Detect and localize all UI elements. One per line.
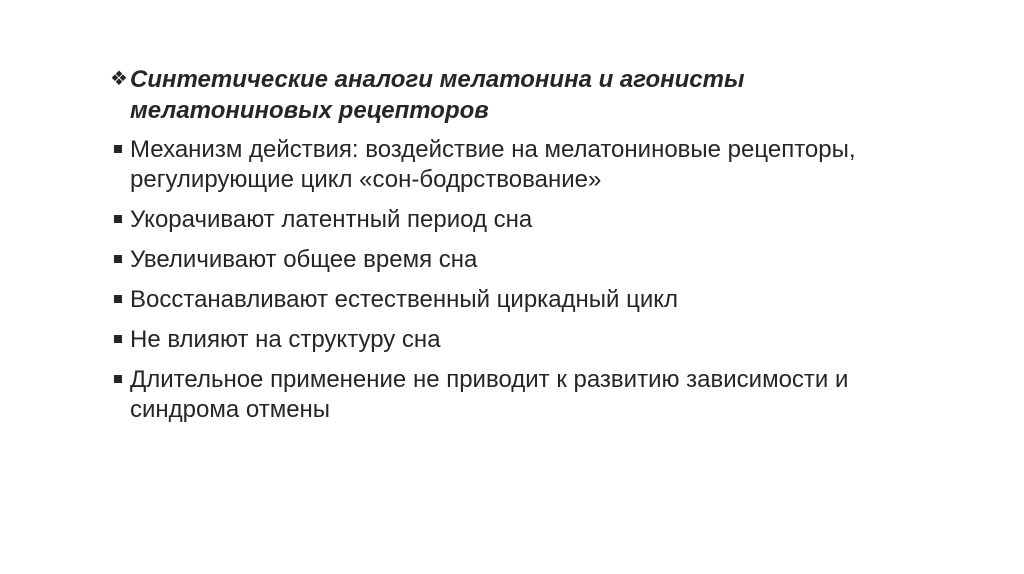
- square-bullet-icon: [114, 295, 122, 303]
- list-item-text: Укорачивают латентный период сна: [130, 206, 533, 233]
- diamond-bullet-icon: ❖: [110, 68, 128, 90]
- list-item-text: Восстанавливают естественный циркадный цикл: [130, 286, 679, 313]
- square-bullet-icon: [114, 145, 122, 153]
- list-item-text: Длительное применение не приводит к развитию зависимости и синдрома отмены: [130, 366, 849, 423]
- square-bullet-icon: [114, 215, 122, 223]
- slide-content: [110, 64, 870, 435]
- slide-heading: [110, 64, 870, 126]
- square-bullet-icon: [114, 255, 122, 263]
- list-item: [110, 245, 870, 275]
- list-item: [110, 285, 870, 315]
- slide-heading-text: Синтетические аналоги мелатонина и агонисты мелатониновых рецепторов: [130, 66, 745, 124]
- list-item: [110, 205, 870, 235]
- bullet-list: [110, 135, 870, 425]
- list-item: [110, 135, 870, 195]
- square-bullet-icon: [114, 335, 122, 343]
- list-item-text: Механизм действия: воздействие на мелатониновые рецепторы, регулирующие цикл «сон-бодрствование»: [130, 136, 856, 193]
- list-item: [110, 325, 870, 355]
- square-bullet-icon: [114, 375, 122, 383]
- list-item-text: Не влияют на структуру сна: [130, 326, 441, 353]
- list-item-text: Увеличивают общее время сна: [130, 246, 478, 273]
- list-item: [110, 365, 870, 425]
